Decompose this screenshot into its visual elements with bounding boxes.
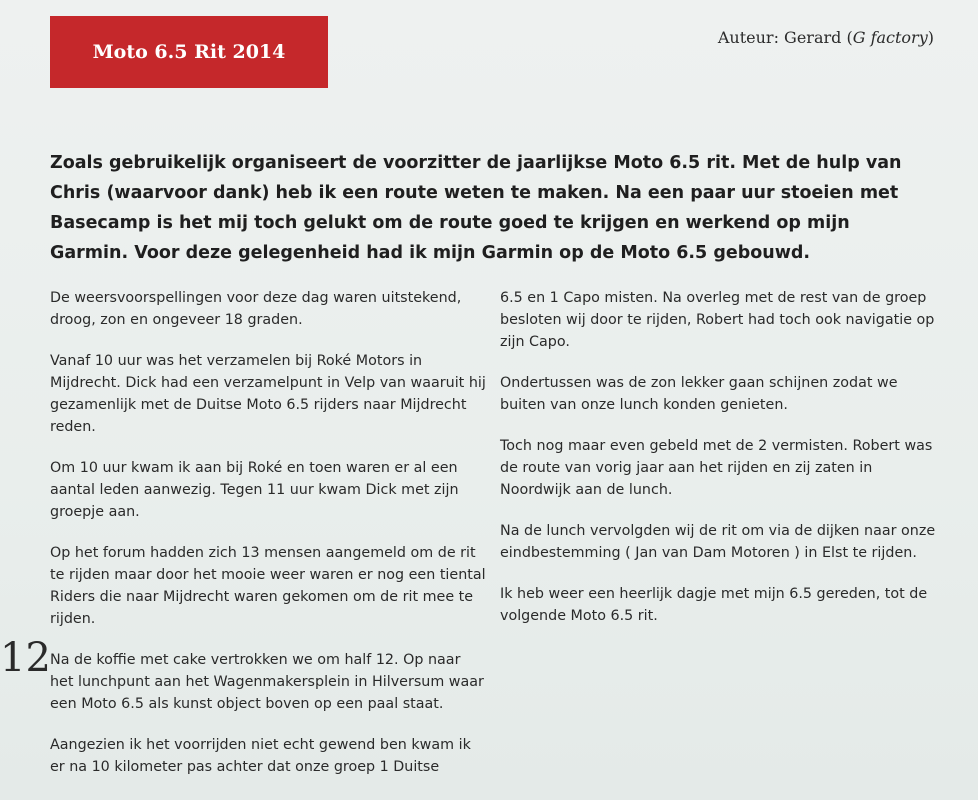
body-paragraph: Vanaf 10 uur was het verzamelen bij Roké Motors in Mijdrecht. Dick had een verzamelpunt in Velp van waaruit hij gezamenlijk met de Duitse Moto 6.5 rijders naar Mijdrecht reden. bbox=[50, 353, 486, 435]
page-number: 12 bbox=[0, 635, 51, 681]
article-title: Moto 6.5 Rit 2014 bbox=[92, 41, 286, 63]
body-paragraph: Na de lunch vervolgden wij de rit om via de dijken naar onze eindbestemming ( Jan van Dam Motoren ) in Elst te rijden. bbox=[500, 523, 936, 561]
author-brand: G factory bbox=[852, 28, 928, 47]
body-paragraph: Aangezien ik het voorrijden niet echt gewend ben kwam ik er na 10 kilometer pas achter dat onze groep 1 Duitse bbox=[50, 737, 471, 775]
article-title-banner bbox=[50, 16, 328, 88]
body-paragraph: 6.5 en 1 Capo misten. Na overleg met de rest van de groep besloten wij door te rijden, Robert had toch ook navigatie op zijn Capo. bbox=[500, 290, 935, 350]
author-line bbox=[718, 28, 934, 47]
body-paragraph: Ik heb weer een heerlijk dagje met mijn 6.5 gereden, tot de volgende Moto 6.5 rit. bbox=[500, 586, 928, 624]
right-column bbox=[500, 287, 940, 646]
body-paragraph: Toch nog maar even gebeld met de 2 vermisten. Robert was de route van vorig jaar aan het rijden en zij zaten in Noordwijk aan de lunch. bbox=[500, 438, 933, 498]
intro-paragraph: Zoals gebruikelijk organiseert de voorzitter de jaarlijkse Moto 6.5 rit. Met de hulp van Chris (waarvoor dank) heb ik een route weten te maken. Na een paar uur stoeien met Basecamp is het mij toch gelukt om de route goed te krijgen en werkend op mijn Garmin. Voor deze gelegenheid had ik mijn Garmin op de Moto 6.5 gebouwd. bbox=[50, 153, 902, 263]
left-column bbox=[50, 287, 488, 797]
body-paragraph: Op het forum hadden zich 13 mensen aangemeld om de rit te rijden maar door het mooie weer waren er nog een tiental Riders die naar Mijdrecht waren gekomen om de rit mee te rijden. bbox=[50, 545, 486, 627]
body-paragraph: Na de koffie met cake vertrokken we om half 12. Op naar het lunchpunt aan het Wagenmakersplein in Hilversum waar een Moto 6.5 als kunst object boven op een paal staat. bbox=[50, 652, 484, 712]
author-prefix: Auteur: Gerard ( bbox=[717, 28, 853, 47]
body-paragraph: Om 10 uur kwam ik aan bij Roké en toen waren er al een aantal leden aanwezig. Tegen 11 uur kwam Dick met zijn groepje aan. bbox=[50, 460, 459, 520]
author-suffix: ) bbox=[927, 28, 934, 47]
body-paragraph: Ondertussen was de zon lekker gaan schijnen zodat we buiten van onze lunch konden genieten. bbox=[500, 375, 898, 413]
body-paragraph: De weersvoorspellingen voor deze dag waren uitstekend, droog, zon en ongeveer 18 graden. bbox=[50, 290, 462, 328]
